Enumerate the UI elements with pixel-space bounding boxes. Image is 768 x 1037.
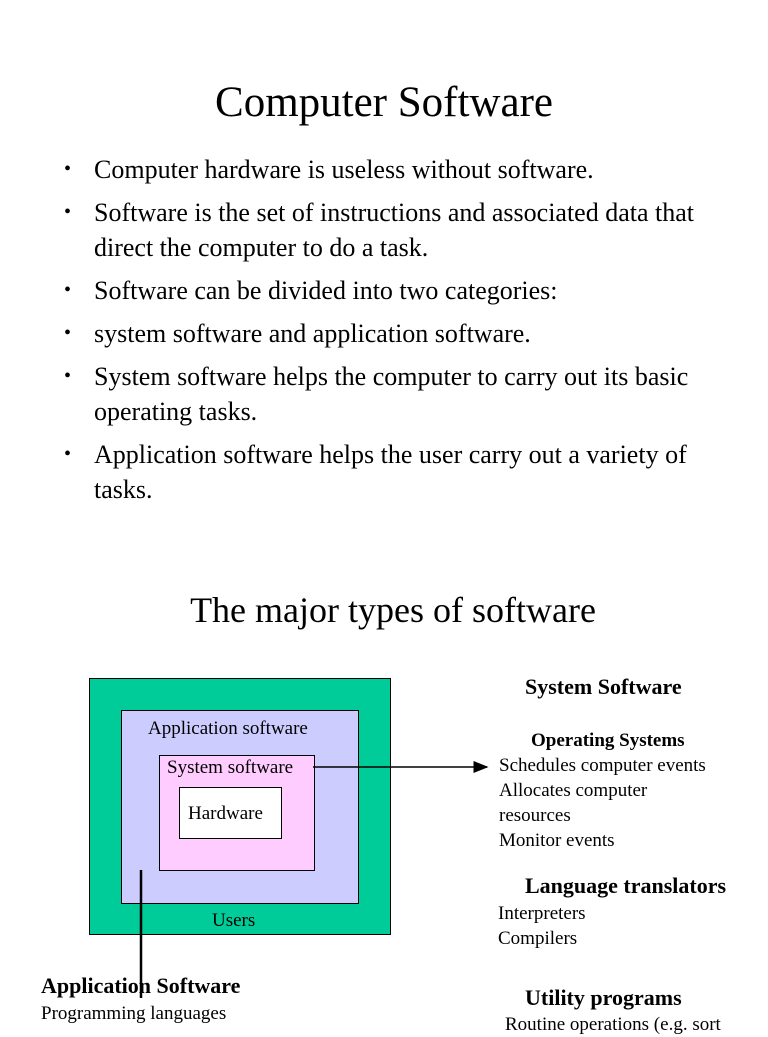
bullet-text: Software can be divided into two categories: <box>94 276 558 305</box>
list-item: resources <box>499 805 571 826</box>
system-layer-label: System software <box>167 757 294 778</box>
slide-title: Computer Software <box>215 79 553 126</box>
list-item: Monitor events <box>499 830 615 851</box>
list-item: Interpreters <box>498 903 586 924</box>
bullet-icon: • <box>64 365 72 387</box>
application-software-heading: Application Software <box>41 973 241 998</box>
language-translators-list <box>498 901 586 951</box>
bullet-icon: • <box>64 322 72 344</box>
bullet-icon: • <box>64 443 72 465</box>
list-item: Routine operations (e.g. sort <box>505 1014 721 1035</box>
operating-systems-heading: Operating Systems <box>531 730 685 751</box>
operating-systems-list <box>499 753 706 853</box>
utility-programs-heading: Utility programs <box>525 985 682 1010</box>
bullet-text: Computer hardware is useless without software. <box>94 155 594 184</box>
system-software-heading: System Software <box>525 674 682 699</box>
bullet-icon: • <box>64 201 72 223</box>
hardware-layer-label: Hardware <box>188 803 263 824</box>
list-item: Programming languages <box>41 1003 227 1024</box>
application-software-list <box>41 1001 226 1026</box>
utility-programs-list <box>505 1012 768 1037</box>
section-title: The major types of software <box>190 590 596 630</box>
list-item: Allocates computer <box>499 780 648 801</box>
bullet-text: System software helps the computer to carry out its basic operating tasks. <box>94 362 689 426</box>
bullet-text: system software and application software. <box>94 319 531 348</box>
application-layer-label: Application software <box>148 718 308 739</box>
bullet-text: Application software helps the user carry out a variety of tasks. <box>94 440 687 504</box>
bullet-icon: • <box>64 279 72 301</box>
list-item: Compilers <box>498 928 578 949</box>
users-layer-label: Users <box>212 910 256 931</box>
bullet-icon: • <box>64 158 72 180</box>
bullet-text: Software is the set of instructions and associated data that direct the computer to do a task. <box>94 198 695 262</box>
list-item: Schedules computer events <box>499 755 706 776</box>
language-translators-heading: Language translators <box>525 873 727 898</box>
